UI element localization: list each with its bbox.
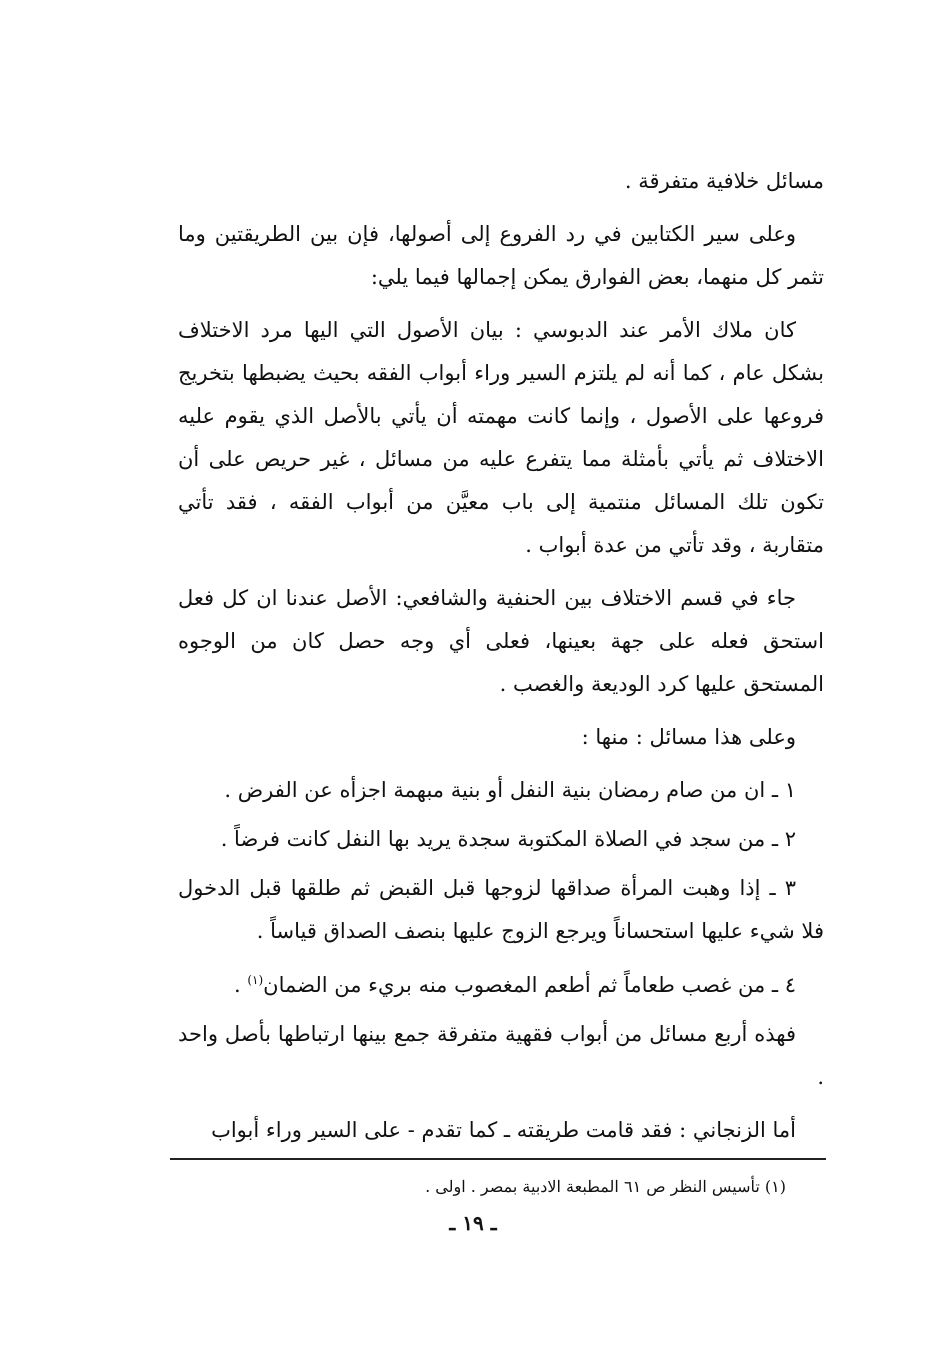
list-item-2: ٢ ـ من سجد في الصلاة المكتوبة سجدة يريد بها النفل كانت فرضاً . bbox=[220, 827, 796, 851]
page-number: ـ ١٩ ـ bbox=[449, 1211, 497, 1235]
footnote-marker[interactable]: (١) bbox=[247, 973, 264, 987]
paragraph-summary: فهذه أربع مسائل من أبواب فقهية متفرقة جمع بينها ارتباطها بأصل واحد . bbox=[178, 1022, 824, 1089]
footnote-divider bbox=[170, 1158, 826, 1160]
paragraph-list-intro: وعلى هذا مسائل : منها : bbox=[581, 725, 796, 749]
list-item-4-text: ٤ ـ من غصب طعاماً ثم أطعم المغصوب منه بريء من الضمان bbox=[263, 973, 796, 997]
paragraph-zanjani: أما الزنجاني : فقد قامت طريقته ـ كما تقدم - على السير وراء أبواب bbox=[211, 1118, 796, 1142]
main-text bbox=[178, 160, 824, 1162]
list-item-4 bbox=[178, 959, 824, 1007]
footnote: (١) تأسيس النظر ص ٦١ المطبعة الادبية بمصر . اولى . bbox=[425, 1177, 786, 1196]
list-item-1: ١ ـ ان من صام رمضان بنية النفل أو بنية مبهمة اجزأه عن الفرض . bbox=[224, 778, 796, 802]
paragraph-example: جاء في قسم الاختلاف بين الحنفية والشافعي: الأصل عندنا ان كل فعل استحق فعله على جهة بعينها، فعلى أي وجه حصل كان من الوجوه المستحق عليها كرد الوديعة والغصب . bbox=[178, 586, 824, 696]
paragraph-dabusi: كان ملاك الأمر عند الدبوسي : بيان الأصول التي اليها مرد الاختلاف بشكل عام ، كما أنه لم يلتزم السير وراء أبواب الفقه بحيث يضبطها بتخريج فروعها على الأصول ، وإنما كانت مهمته أن يأتي بالأصل الذي يقوم عليه الاختلاف ثم يأتي بأمثلة مما يتفرع عليه من مسائل ، غير حريص على أن تكون تلك المسائل منتمية إلى باب معيَّن من أبواب الفقه ، فقد تأتي متقاربة ، وقد تأتي من عدة أبواب . bbox=[178, 318, 824, 557]
list-item-3: ٣ ـ إذا وهبت المرأة صداقها لزوجها قبل القبض ثم طلقها قبل الدخول فلا شيء عليها استحساناً ويرجع الزوج عليها بنصف الصداق قياساً . bbox=[178, 876, 824, 943]
paragraph-opening: مسائل خلافية متفرقة . bbox=[624, 169, 824, 193]
list-item-4-tail: . bbox=[233, 973, 248, 997]
paragraph-intro: وعلى سير الكتابين في رد الفروع إلى أصولها، فإن بين الطريقتين وما تثمر كل منهما، بعض الفوارق يمكن إجمالها فيما يلي: bbox=[178, 222, 824, 289]
